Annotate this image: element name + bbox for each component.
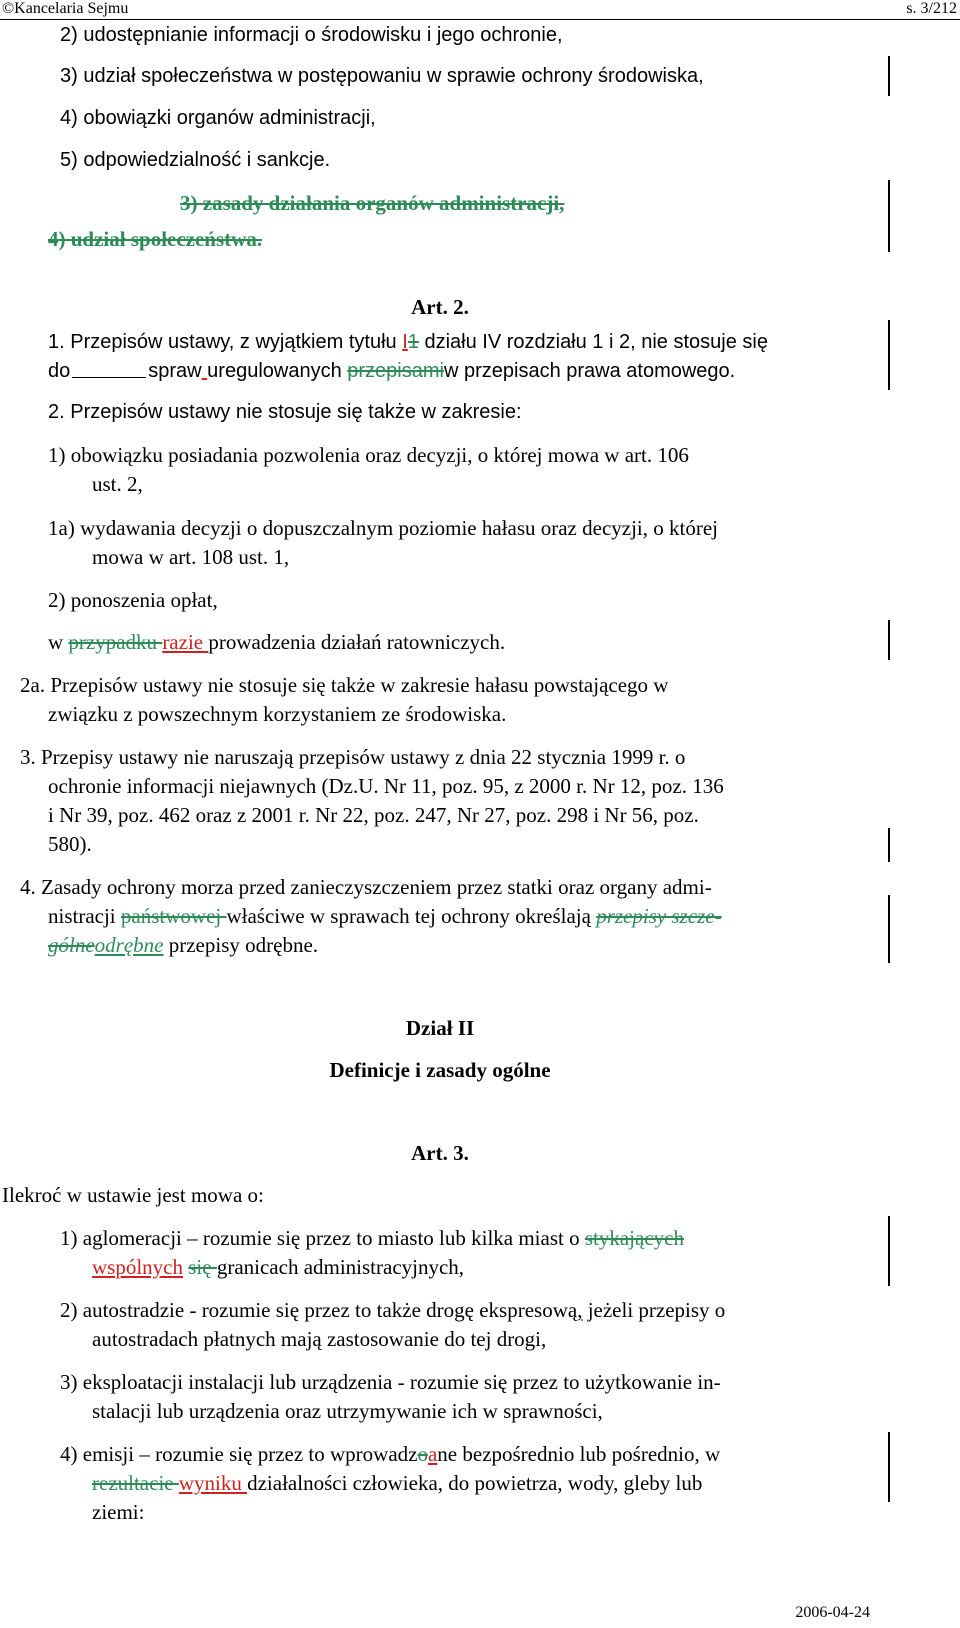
paragraph-line: ochronie informacji niejawnych (Dz.U. Nr 11, poz. 95, z 2000 r. Nr 12, poz. 136: [48, 774, 724, 798]
list-item: 1) obowiązku posiadania pozwolenia oraz decyzji, o której mowa w art. 106: [48, 443, 689, 467]
change-bar: [888, 1432, 890, 1502]
paragraph-line: 2a. Przepisów ustawy nie stosuje się także w zakresie hałasu powstającego w: [20, 673, 669, 697]
publisher-label: ©Kancelaria Sejmu: [2, 0, 129, 17]
change-bar: [888, 1216, 890, 1286]
deleted-item: 3) zasady działania organów administracji,: [180, 191, 565, 215]
paragraph-line: 2. Przepisów ustawy nie stosuje się także w zakresie:: [48, 401, 522, 423]
list-item: mowa w art. 108 ust. 1,: [92, 545, 290, 569]
list-item: stalacji lub urządzenia oraz utrzymywanie ich w sprawności,: [92, 1399, 603, 1423]
page-header: [0, 0, 960, 20]
section-title: Dział II: [405, 1016, 475, 1040]
change-bar: [888, 828, 890, 862]
list-item: ziemi:: [92, 1500, 145, 1524]
paragraph-line: 580).: [48, 832, 92, 856]
list-item: 2) ponoszenia opłat,: [48, 588, 218, 612]
paragraph-line: związku z powszechnym korzystaniem ze środowiska.: [48, 702, 507, 726]
list-item: wspólnych się granicach administracyjnych,: [92, 1255, 465, 1279]
paragraph-line: 1. Przepisów ustawy, z wyjątkiem tytułu I1 działu IV rozdziału 1 i 2, nie stosuje się: [48, 331, 768, 353]
change-bar: [888, 56, 890, 96]
document-date: 2006-04-24: [795, 1604, 870, 1621]
article-title: Art. 3.: [411, 1141, 469, 1165]
change-bar: [888, 180, 890, 252]
paragraph-line: gólneodrębne przepisy odrębne.: [48, 933, 319, 957]
change-bar: [888, 895, 890, 963]
list-item: 1a) wydawania decyzji o dopuszczalnym poziomie hałasu oraz decyzji, o której: [48, 516, 718, 540]
list-item: 3) udział społeczeństwa w postępowaniu w sprawie ochrony środowiska,: [60, 65, 704, 87]
paragraph-line: 3. Przepisy ustawy nie naruszają przepisów ustawy z dnia 22 stycznia 1999 r. o: [20, 745, 686, 769]
paragraph-line: 4. Zasady ochrony morza przed zanieczyszczeniem przez statki oraz organy admi-: [20, 875, 712, 899]
paragraph-line: do spraw uregulowanych przepisamiw przepisach prawa atomowego.: [48, 360, 736, 382]
list-item: autostradach płatnych mają zastosowanie do tej drogi,: [92, 1327, 547, 1351]
section-subtitle: Definicje i zasady ogólne: [329, 1058, 551, 1082]
paragraph-line: i Nr 39, poz. 462 oraz z 2001 r. Nr 22, poz. 247, Nr 27, poz. 298 i Nr 56, poz.: [48, 803, 699, 827]
list-item: 3) eksploatacji instalacji lub urządzenia - rozumie się przez to użytkowanie in-: [60, 1370, 721, 1394]
list-item: rezultacie wyniku działalności człowieka, do powietrza, wody, gleby lub: [92, 1471, 703, 1495]
list-item: 2) autostradzie - rozumie się przez to także drogę ekspresową, jeżeli przepisy o: [60, 1298, 726, 1322]
deleted-item: 4) udział społeczeństwa.: [48, 227, 263, 251]
list-item: 5) odpowiedzialność i sankcje.: [60, 149, 331, 171]
list-item: 4) emisji – rozumie się przez to wprowadzoane bezpośrednio lub pośrednio, w: [60, 1442, 721, 1466]
article-title: Art. 2.: [411, 295, 469, 319]
list-item: ust. 2,: [92, 472, 143, 496]
paragraph-line: nistracji państwowej właściwe w sprawach tej ochrony określają przepisy szcze-: [48, 904, 722, 928]
page-number: s. 3/212: [906, 0, 957, 17]
list-item: 4) obowiązki organów administracji,: [60, 107, 376, 129]
change-bar: [888, 320, 890, 390]
list-item: 1) aglomeracji – rozumie się przez to miasto lub kilka miast o stykających: [60, 1226, 684, 1250]
paragraph-line: Ilekroć w ustawie jest mowa o:: [2, 1183, 264, 1207]
paragraph-line: w przypadku razie prowadzenia działań ratowniczych.: [48, 630, 506, 654]
change-bar: [888, 620, 890, 660]
list-item: 2) udostępnianie informacji o środowisku i jego ochronie,: [60, 24, 563, 46]
